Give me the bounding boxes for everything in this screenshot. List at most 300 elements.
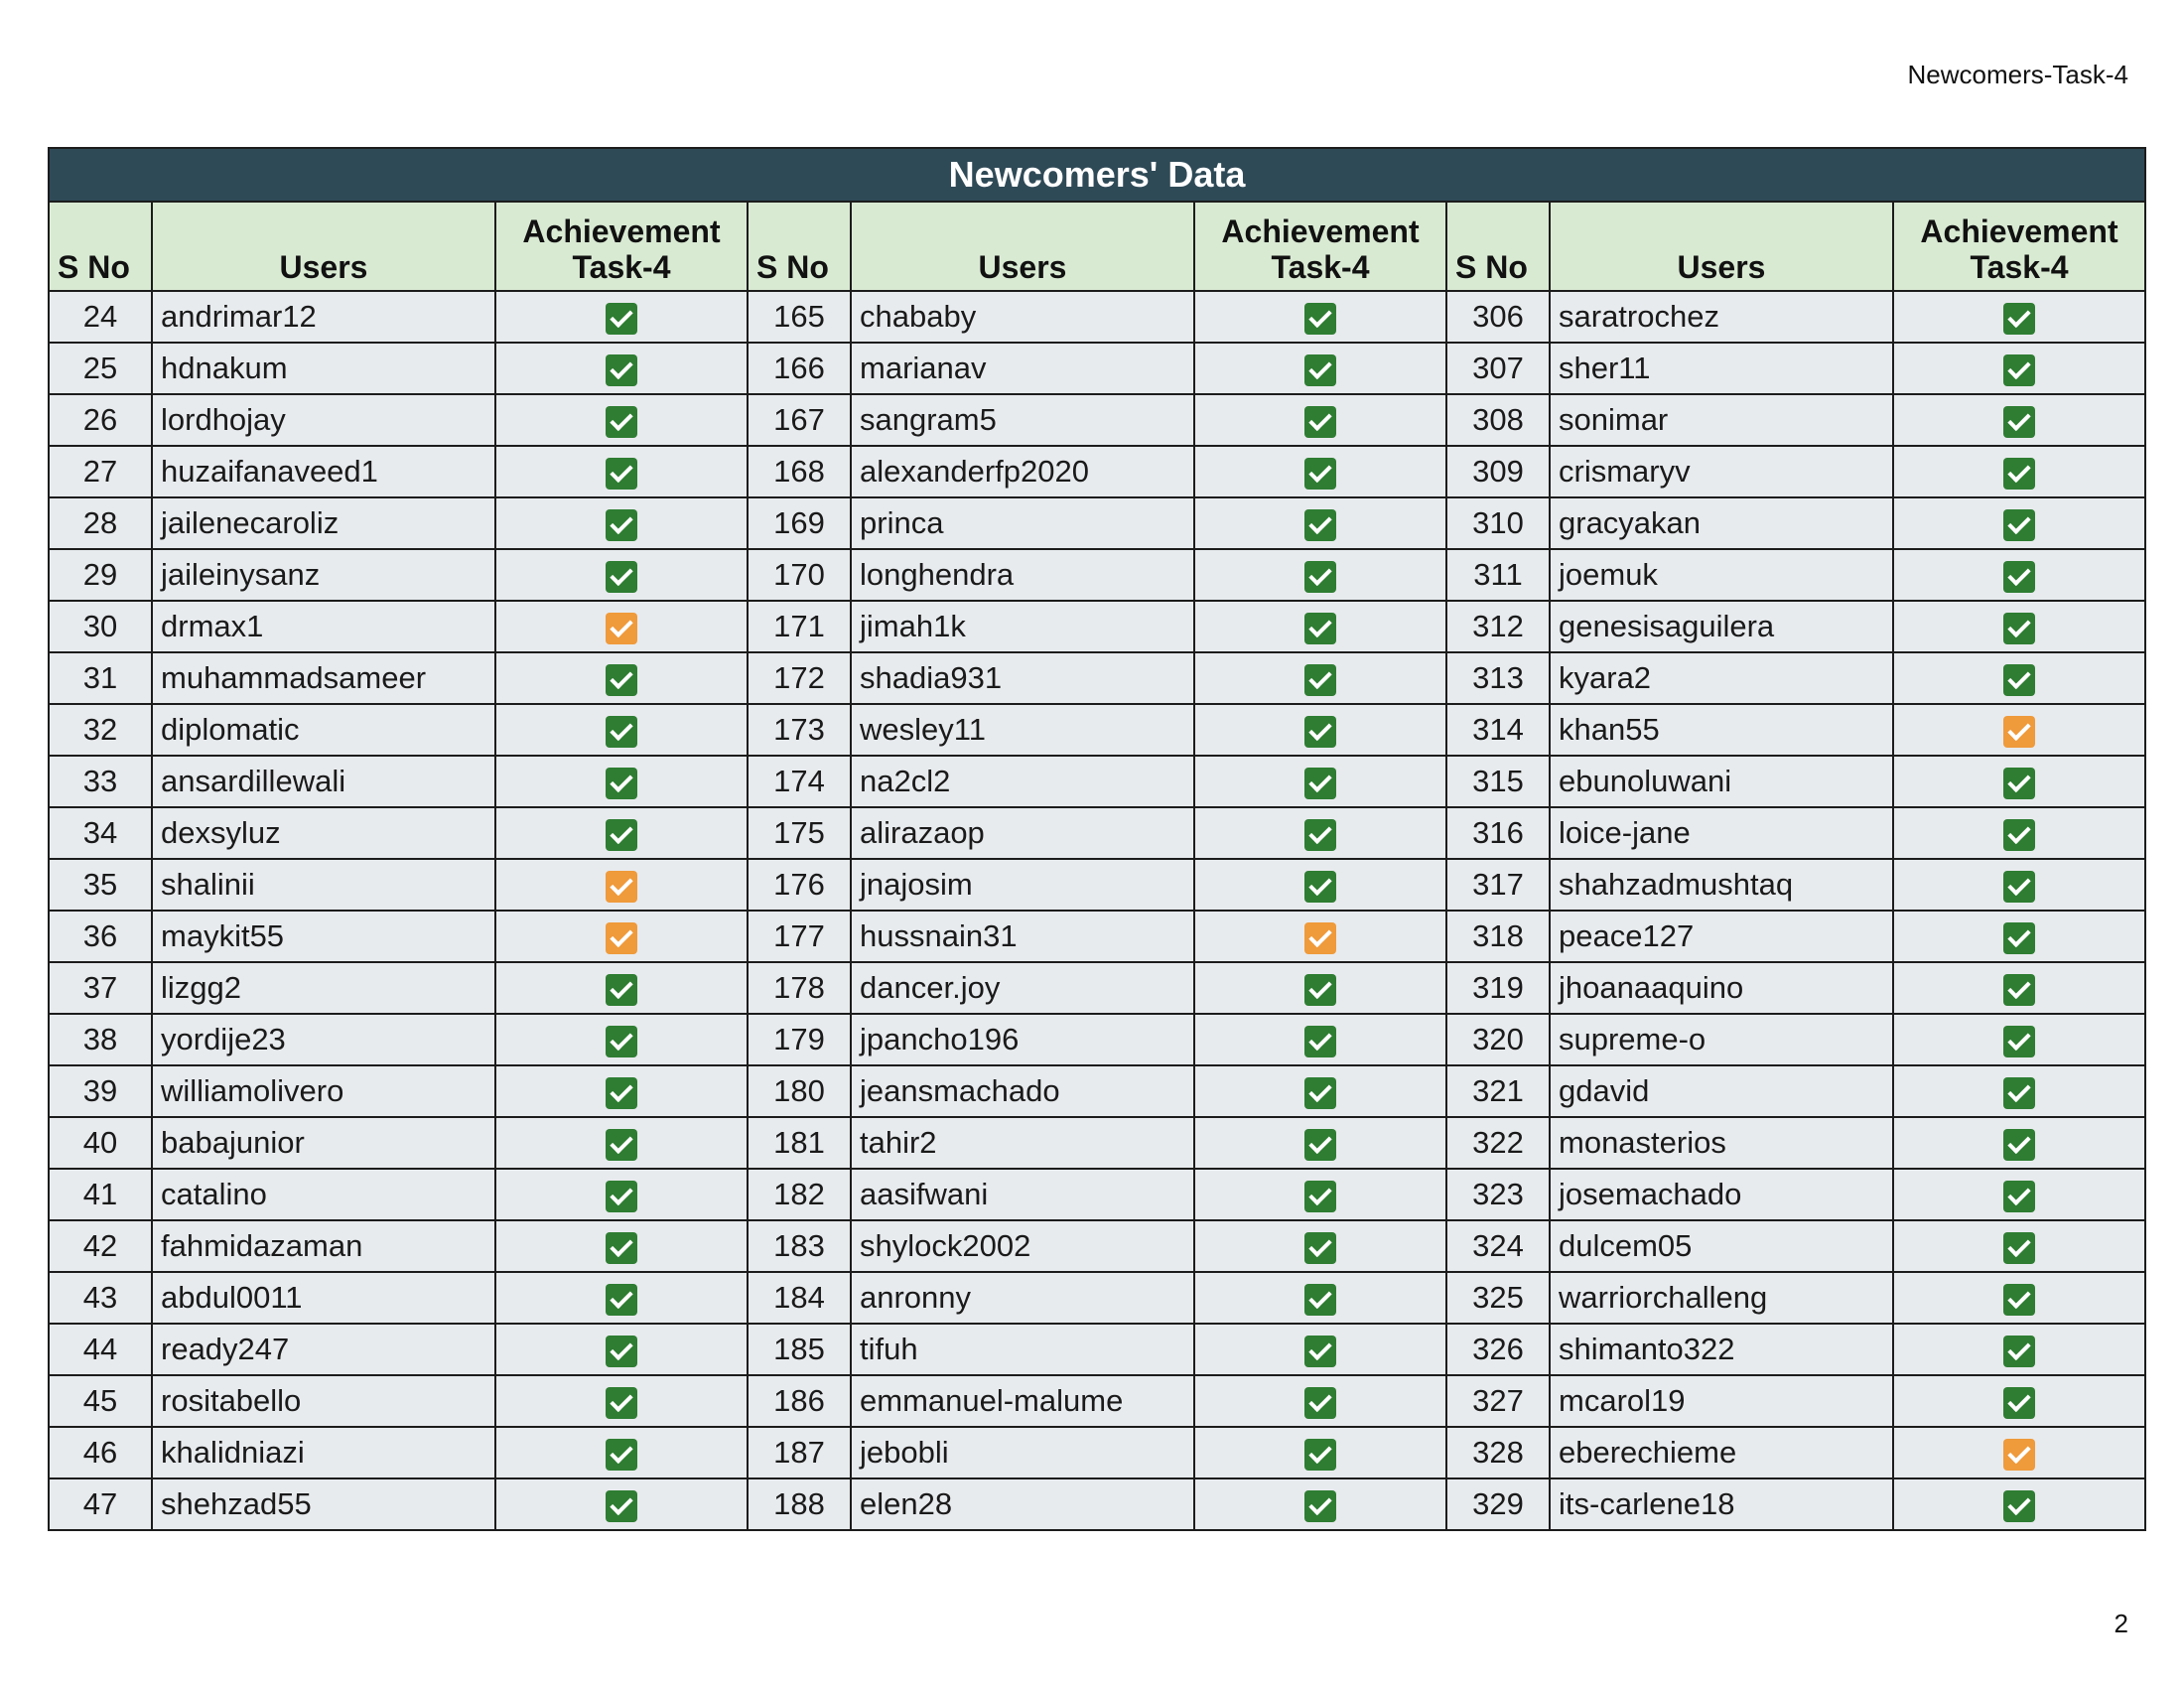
username-cell: elen28 bbox=[851, 1478, 1194, 1530]
page-number: 2 bbox=[2114, 1609, 2128, 1638]
username-cell: emmanuel-malume bbox=[851, 1375, 1194, 1427]
achievement-cell bbox=[1893, 1014, 2145, 1065]
username-cell: jailenecaroliz bbox=[152, 497, 495, 549]
checkbox-checked-green-icon bbox=[1304, 974, 1336, 1006]
serial-number-cell: 176 bbox=[748, 859, 851, 911]
serial-number-cell: 173 bbox=[748, 704, 851, 756]
achievement-header-line1: Achievement bbox=[1221, 213, 1420, 250]
checkbox-checked-green-icon bbox=[606, 509, 637, 541]
achievement-cell bbox=[1893, 704, 2145, 756]
checkbox-checked-green-icon bbox=[2003, 1232, 2035, 1264]
serial-number-cell: 34 bbox=[49, 807, 152, 859]
serial-number-cell: 169 bbox=[748, 497, 851, 549]
achievement-cell bbox=[495, 1220, 748, 1272]
serial-number-cell: 177 bbox=[748, 911, 851, 962]
username-cell: dancer.joy bbox=[851, 962, 1194, 1014]
username-cell: lordhojay bbox=[152, 394, 495, 446]
checkbox-checked-green-icon bbox=[2003, 354, 2035, 386]
achievement-cell bbox=[1194, 859, 1446, 911]
checkbox-checked-green-icon bbox=[2003, 509, 2035, 541]
username-cell: sangram5 bbox=[851, 394, 1194, 446]
checkbox-checked-green-icon bbox=[606, 768, 637, 799]
achievement-cell bbox=[495, 601, 748, 652]
achievement-cell bbox=[495, 1014, 748, 1065]
checkbox-checked-orange-icon bbox=[606, 613, 637, 644]
table-row bbox=[49, 1324, 2145, 1375]
achievement-cell bbox=[495, 1375, 748, 1427]
username-cell: tahir2 bbox=[851, 1117, 1194, 1169]
checkbox-checked-orange-icon bbox=[2003, 716, 2035, 748]
column-header-users: Users bbox=[851, 202, 1194, 291]
username-cell: fahmidazaman bbox=[152, 1220, 495, 1272]
checkbox-checked-green-icon bbox=[2003, 768, 2035, 799]
username-cell: jpancho196 bbox=[851, 1014, 1194, 1065]
serial-number-cell: 320 bbox=[1446, 1014, 1550, 1065]
username-cell: shylock2002 bbox=[851, 1220, 1194, 1272]
checkbox-checked-orange-icon bbox=[606, 922, 637, 954]
achievement-cell bbox=[1893, 291, 2145, 343]
username-cell: na2cl2 bbox=[851, 756, 1194, 807]
serial-number-cell: 165 bbox=[748, 291, 851, 343]
achievement-cell bbox=[495, 756, 748, 807]
username-cell: anronny bbox=[851, 1272, 1194, 1324]
achievement-cell bbox=[1893, 1324, 2145, 1375]
username-cell: lizgg2 bbox=[152, 962, 495, 1014]
checkbox-checked-green-icon bbox=[2003, 561, 2035, 593]
table-row bbox=[49, 1427, 2145, 1478]
achievement-cell bbox=[495, 394, 748, 446]
checkbox-checked-green-icon bbox=[606, 1026, 637, 1057]
username-cell: alirazaop bbox=[851, 807, 1194, 859]
username-cell: peace127 bbox=[1550, 911, 1893, 962]
username-cell: diplomatic bbox=[152, 704, 495, 756]
username-cell: williamolivero bbox=[152, 1065, 495, 1117]
column-header-users: Users bbox=[152, 202, 495, 291]
serial-number-cell: 188 bbox=[748, 1478, 851, 1530]
username-cell: jnajosim bbox=[851, 859, 1194, 911]
serial-number-cell: 315 bbox=[1446, 756, 1550, 807]
table-row bbox=[49, 652, 2145, 704]
serial-number-cell: 316 bbox=[1446, 807, 1550, 859]
username-cell: shalinii bbox=[152, 859, 495, 911]
serial-number-cell: 29 bbox=[49, 549, 152, 601]
serial-number-cell: 185 bbox=[748, 1324, 851, 1375]
username-cell: andrimar12 bbox=[152, 291, 495, 343]
achievement-cell bbox=[1893, 1169, 2145, 1220]
achievement-cell bbox=[1194, 1220, 1446, 1272]
checkbox-checked-green-icon bbox=[606, 1232, 637, 1264]
username-cell: drmax1 bbox=[152, 601, 495, 652]
username-cell: its-carlene18 bbox=[1550, 1478, 1893, 1530]
serial-number-cell: 167 bbox=[748, 394, 851, 446]
achievement-cell bbox=[1194, 1169, 1446, 1220]
checkbox-checked-green-icon bbox=[1304, 458, 1336, 490]
username-cell: saratrochez bbox=[1550, 291, 1893, 343]
username-cell: shehzad55 bbox=[152, 1478, 495, 1530]
achievement-cell bbox=[1194, 394, 1446, 446]
checkbox-checked-green-icon bbox=[1304, 303, 1336, 335]
checkbox-checked-green-icon bbox=[1304, 768, 1336, 799]
serial-number-cell: 319 bbox=[1446, 962, 1550, 1014]
serial-number-cell: 46 bbox=[49, 1427, 152, 1478]
achievement-cell bbox=[1194, 497, 1446, 549]
username-cell: catalino bbox=[152, 1169, 495, 1220]
newcomers-data-table bbox=[48, 147, 2146, 1531]
achievement-cell bbox=[1194, 446, 1446, 497]
checkbox-checked-green-icon bbox=[1304, 1284, 1336, 1316]
serial-number-cell: 327 bbox=[1446, 1375, 1550, 1427]
checkbox-checked-green-icon bbox=[606, 303, 637, 335]
achievement-cell bbox=[495, 1478, 748, 1530]
achievement-cell bbox=[495, 911, 748, 962]
checkbox-checked-green-icon bbox=[606, 354, 637, 386]
table-row bbox=[49, 1117, 2145, 1169]
achievement-cell bbox=[1893, 962, 2145, 1014]
checkbox-checked-green-icon bbox=[2003, 458, 2035, 490]
achievement-cell bbox=[495, 497, 748, 549]
column-header-row bbox=[49, 202, 2145, 291]
checkbox-checked-green-icon bbox=[1304, 1387, 1336, 1419]
achievement-cell bbox=[495, 807, 748, 859]
serial-number-cell: 318 bbox=[1446, 911, 1550, 962]
username-cell: huzaifanaveed1 bbox=[152, 446, 495, 497]
checkbox-checked-green-icon bbox=[606, 974, 637, 1006]
achievement-cell bbox=[1893, 601, 2145, 652]
achievement-cell bbox=[1194, 343, 1446, 394]
checkbox-checked-green-icon bbox=[2003, 1336, 2035, 1367]
serial-number-cell: 172 bbox=[748, 652, 851, 704]
achievement-cell bbox=[1194, 1117, 1446, 1169]
username-cell: monasterios bbox=[1550, 1117, 1893, 1169]
serial-number-cell: 314 bbox=[1446, 704, 1550, 756]
column-header-achievement bbox=[1893, 202, 2145, 291]
achievement-cell bbox=[1893, 756, 2145, 807]
column-header-achievement bbox=[1194, 202, 1446, 291]
table-row bbox=[49, 859, 2145, 911]
username-cell: longhendra bbox=[851, 549, 1194, 601]
achievement-cell bbox=[1194, 1272, 1446, 1324]
checkbox-checked-green-icon bbox=[606, 1077, 637, 1109]
checkbox-checked-green-icon bbox=[606, 561, 637, 593]
serial-number-cell: 184 bbox=[748, 1272, 851, 1324]
achievement-cell bbox=[1893, 497, 2145, 549]
table-row bbox=[49, 807, 2145, 859]
checkbox-checked-green-icon bbox=[606, 1336, 637, 1367]
checkbox-checked-green-icon bbox=[2003, 664, 2035, 696]
serial-number-cell: 32 bbox=[49, 704, 152, 756]
serial-number-cell: 187 bbox=[748, 1427, 851, 1478]
achievement-cell bbox=[1194, 962, 1446, 1014]
checkbox-checked-green-icon bbox=[2003, 406, 2035, 438]
achievement-cell bbox=[1194, 1375, 1446, 1427]
serial-number-cell: 30 bbox=[49, 601, 152, 652]
username-cell: eberechieme bbox=[1550, 1427, 1893, 1478]
achievement-cell bbox=[1893, 1478, 2145, 1530]
checkbox-checked-green-icon bbox=[606, 716, 637, 748]
achievement-cell bbox=[495, 291, 748, 343]
table-row bbox=[49, 291, 2145, 343]
achievement-cell bbox=[1194, 549, 1446, 601]
table-body bbox=[49, 291, 2145, 1530]
table-row bbox=[49, 343, 2145, 394]
serial-number-cell: 186 bbox=[748, 1375, 851, 1427]
achievement-cell bbox=[1893, 1272, 2145, 1324]
username-cell: chababy bbox=[851, 291, 1194, 343]
checkbox-checked-green-icon bbox=[2003, 1490, 2035, 1522]
username-cell: josemachado bbox=[1550, 1169, 1893, 1220]
serial-number-cell: 183 bbox=[748, 1220, 851, 1272]
username-cell: jhoanaaquino bbox=[1550, 962, 1893, 1014]
username-cell: rositabello bbox=[152, 1375, 495, 1427]
serial-number-cell: 311 bbox=[1446, 549, 1550, 601]
username-cell: khan55 bbox=[1550, 704, 1893, 756]
serial-number-cell: 329 bbox=[1446, 1478, 1550, 1530]
achievement-cell bbox=[495, 962, 748, 1014]
username-cell: ready247 bbox=[152, 1324, 495, 1375]
achievement-header-line2: Task-4 bbox=[1271, 249, 1370, 286]
username-cell: shahzadmushtaq bbox=[1550, 859, 1893, 911]
checkbox-checked-green-icon bbox=[1304, 1490, 1336, 1522]
serial-number-cell: 178 bbox=[748, 962, 851, 1014]
username-cell: hussnain31 bbox=[851, 911, 1194, 962]
serial-number-cell: 310 bbox=[1446, 497, 1550, 549]
checkbox-checked-green-icon bbox=[1304, 819, 1336, 851]
username-cell: kyara2 bbox=[1550, 652, 1893, 704]
table-row bbox=[49, 1220, 2145, 1272]
table-row bbox=[49, 394, 2145, 446]
column-header-users: Users bbox=[1550, 202, 1893, 291]
achievement-cell bbox=[1893, 1117, 2145, 1169]
achievement-cell bbox=[1893, 652, 2145, 704]
serial-number-cell: 326 bbox=[1446, 1324, 1550, 1375]
column-header-sno: S No bbox=[748, 202, 851, 291]
username-cell: aasifwani bbox=[851, 1169, 1194, 1220]
username-cell: jaileinysanz bbox=[152, 549, 495, 601]
username-cell: babajunior bbox=[152, 1117, 495, 1169]
achievement-cell bbox=[495, 1427, 748, 1478]
serial-number-cell: 41 bbox=[49, 1169, 152, 1220]
achievement-cell bbox=[1194, 911, 1446, 962]
serial-number-cell: 166 bbox=[748, 343, 851, 394]
serial-number-cell: 42 bbox=[49, 1220, 152, 1272]
username-cell: hdnakum bbox=[152, 343, 495, 394]
table-row bbox=[49, 704, 2145, 756]
serial-number-cell: 313 bbox=[1446, 652, 1550, 704]
achievement-cell bbox=[495, 859, 748, 911]
checkbox-checked-green-icon bbox=[606, 1129, 637, 1161]
table-row bbox=[49, 756, 2145, 807]
checkbox-checked-green-icon bbox=[606, 1284, 637, 1316]
checkbox-checked-green-icon bbox=[2003, 1387, 2035, 1419]
table-row bbox=[49, 1014, 2145, 1065]
checkbox-checked-green-icon bbox=[2003, 922, 2035, 954]
achievement-cell bbox=[1893, 549, 2145, 601]
serial-number-cell: 36 bbox=[49, 911, 152, 962]
achievement-cell bbox=[1893, 446, 2145, 497]
username-cell: joemuk bbox=[1550, 549, 1893, 601]
username-cell: jeansmachado bbox=[851, 1065, 1194, 1117]
serial-number-cell: 309 bbox=[1446, 446, 1550, 497]
serial-number-cell: 306 bbox=[1446, 291, 1550, 343]
username-cell: sher11 bbox=[1550, 343, 1893, 394]
achievement-cell bbox=[1893, 1065, 2145, 1117]
achievement-cell bbox=[1194, 1427, 1446, 1478]
username-cell: maykit55 bbox=[152, 911, 495, 962]
serial-number-cell: 328 bbox=[1446, 1427, 1550, 1478]
username-cell: jimah1k bbox=[851, 601, 1194, 652]
serial-number-cell: 38 bbox=[49, 1014, 152, 1065]
achievement-cell bbox=[1893, 911, 2145, 962]
achievement-cell bbox=[1194, 652, 1446, 704]
serial-number-cell: 171 bbox=[748, 601, 851, 652]
achievement-cell bbox=[1194, 291, 1446, 343]
checkbox-checked-green-icon bbox=[1304, 1129, 1336, 1161]
serial-number-cell: 312 bbox=[1446, 601, 1550, 652]
achievement-header-line2: Task-4 bbox=[572, 249, 671, 286]
column-header-achievement bbox=[495, 202, 748, 291]
serial-number-cell: 175 bbox=[748, 807, 851, 859]
serial-number-cell: 26 bbox=[49, 394, 152, 446]
checkbox-checked-green-icon bbox=[1304, 561, 1336, 593]
achievement-cell bbox=[1893, 859, 2145, 911]
achievement-header-line1: Achievement bbox=[1920, 213, 2118, 250]
achievement-cell bbox=[1194, 1014, 1446, 1065]
serial-number-cell: 25 bbox=[49, 343, 152, 394]
achievement-cell bbox=[1893, 1220, 2145, 1272]
serial-number-cell: 323 bbox=[1446, 1169, 1550, 1220]
serial-number-cell: 43 bbox=[49, 1272, 152, 1324]
achievement-cell bbox=[495, 704, 748, 756]
checkbox-checked-green-icon bbox=[1304, 613, 1336, 644]
checkbox-checked-green-icon bbox=[1304, 1181, 1336, 1212]
achievement-cell bbox=[1194, 1065, 1446, 1117]
column-header-sno: S No bbox=[49, 202, 152, 291]
achievement-cell bbox=[495, 1272, 748, 1324]
column-header-sno: S No bbox=[1446, 202, 1550, 291]
achievement-header-line2: Task-4 bbox=[1970, 249, 2069, 286]
table-row bbox=[49, 1169, 2145, 1220]
checkbox-checked-green-icon bbox=[606, 819, 637, 851]
checkbox-checked-green-icon bbox=[1304, 716, 1336, 748]
table-row bbox=[49, 549, 2145, 601]
checkbox-checked-green-icon bbox=[2003, 1077, 2035, 1109]
username-cell: khalidniazi bbox=[152, 1427, 495, 1478]
table-row bbox=[49, 446, 2145, 497]
serial-number-cell: 39 bbox=[49, 1065, 152, 1117]
username-cell: gracyakan bbox=[1550, 497, 1893, 549]
serial-number-cell: 45 bbox=[49, 1375, 152, 1427]
checkbox-checked-green-icon bbox=[2003, 1181, 2035, 1212]
checkbox-checked-green-icon bbox=[1304, 354, 1336, 386]
username-cell: shimanto322 bbox=[1550, 1324, 1893, 1375]
checkbox-checked-green-icon bbox=[606, 664, 637, 696]
username-cell: marianav bbox=[851, 343, 1194, 394]
username-cell: mcarol19 bbox=[1550, 1375, 1893, 1427]
achievement-cell bbox=[1893, 1427, 2145, 1478]
achievement-cell bbox=[495, 446, 748, 497]
checkbox-checked-green-icon bbox=[2003, 974, 2035, 1006]
achievement-cell bbox=[1194, 807, 1446, 859]
table-row bbox=[49, 1065, 2145, 1117]
username-cell: alexanderfp2020 bbox=[851, 446, 1194, 497]
checkbox-checked-green-icon bbox=[2003, 1284, 2035, 1316]
username-cell: princa bbox=[851, 497, 1194, 549]
username-cell: gdavid bbox=[1550, 1065, 1893, 1117]
serial-number-cell: 33 bbox=[49, 756, 152, 807]
checkbox-checked-orange-icon bbox=[1304, 922, 1336, 954]
achievement-cell bbox=[1194, 1324, 1446, 1375]
checkbox-checked-green-icon bbox=[2003, 871, 2035, 903]
username-cell: ebunoluwani bbox=[1550, 756, 1893, 807]
serial-number-cell: 174 bbox=[748, 756, 851, 807]
username-cell: genesisaguilera bbox=[1550, 601, 1893, 652]
achievement-cell bbox=[1194, 704, 1446, 756]
checkbox-checked-orange-icon bbox=[2003, 1439, 2035, 1471]
username-cell: ansardillewali bbox=[152, 756, 495, 807]
table-row bbox=[49, 962, 2145, 1014]
serial-number-cell: 47 bbox=[49, 1478, 152, 1530]
checkbox-checked-green-icon bbox=[606, 1439, 637, 1471]
username-cell: abdul0011 bbox=[152, 1272, 495, 1324]
serial-number-cell: 168 bbox=[748, 446, 851, 497]
checkbox-checked-green-icon bbox=[1304, 1026, 1336, 1057]
checkbox-checked-green-icon bbox=[1304, 871, 1336, 903]
username-cell: crismaryv bbox=[1550, 446, 1893, 497]
achievement-cell bbox=[1194, 601, 1446, 652]
achievement-cell bbox=[495, 1065, 748, 1117]
achievement-cell bbox=[1893, 343, 2145, 394]
serial-number-cell: 40 bbox=[49, 1117, 152, 1169]
table-title: Newcomers' Data bbox=[49, 148, 2145, 202]
achievement-cell bbox=[1194, 756, 1446, 807]
username-cell: sonimar bbox=[1550, 394, 1893, 446]
serial-number-cell: 37 bbox=[49, 962, 152, 1014]
serial-number-cell: 308 bbox=[1446, 394, 1550, 446]
serial-number-cell: 325 bbox=[1446, 1272, 1550, 1324]
serial-number-cell: 44 bbox=[49, 1324, 152, 1375]
achievement-header-line1: Achievement bbox=[522, 213, 721, 250]
achievement-cell bbox=[1194, 1478, 1446, 1530]
achievement-cell bbox=[495, 549, 748, 601]
checkbox-checked-green-icon bbox=[1304, 1232, 1336, 1264]
username-cell: wesley11 bbox=[851, 704, 1194, 756]
username-cell: jebobli bbox=[851, 1427, 1194, 1478]
achievement-cell bbox=[495, 1324, 748, 1375]
checkbox-checked-green-icon bbox=[2003, 819, 2035, 851]
achievement-cell bbox=[1893, 807, 2145, 859]
checkbox-checked-green-icon bbox=[2003, 613, 2035, 644]
serial-number-cell: 31 bbox=[49, 652, 152, 704]
serial-number-cell: 179 bbox=[748, 1014, 851, 1065]
username-cell: loice-jane bbox=[1550, 807, 1893, 859]
checkbox-checked-green-icon bbox=[1304, 509, 1336, 541]
achievement-cell bbox=[495, 652, 748, 704]
username-cell: dexsyluz bbox=[152, 807, 495, 859]
checkbox-checked-green-icon bbox=[606, 1387, 637, 1419]
serial-number-cell: 24 bbox=[49, 291, 152, 343]
achievement-cell bbox=[495, 1117, 748, 1169]
username-cell: muhammadsameer bbox=[152, 652, 495, 704]
achievement-cell bbox=[495, 343, 748, 394]
checkbox-checked-green-icon bbox=[2003, 1026, 2035, 1057]
serial-number-cell: 35 bbox=[49, 859, 152, 911]
serial-number-cell: 317 bbox=[1446, 859, 1550, 911]
checkbox-checked-green-icon bbox=[1304, 664, 1336, 696]
serial-number-cell: 28 bbox=[49, 497, 152, 549]
username-cell: shadia931 bbox=[851, 652, 1194, 704]
serial-number-cell: 321 bbox=[1446, 1065, 1550, 1117]
username-cell: warriorchalleng bbox=[1550, 1272, 1893, 1324]
